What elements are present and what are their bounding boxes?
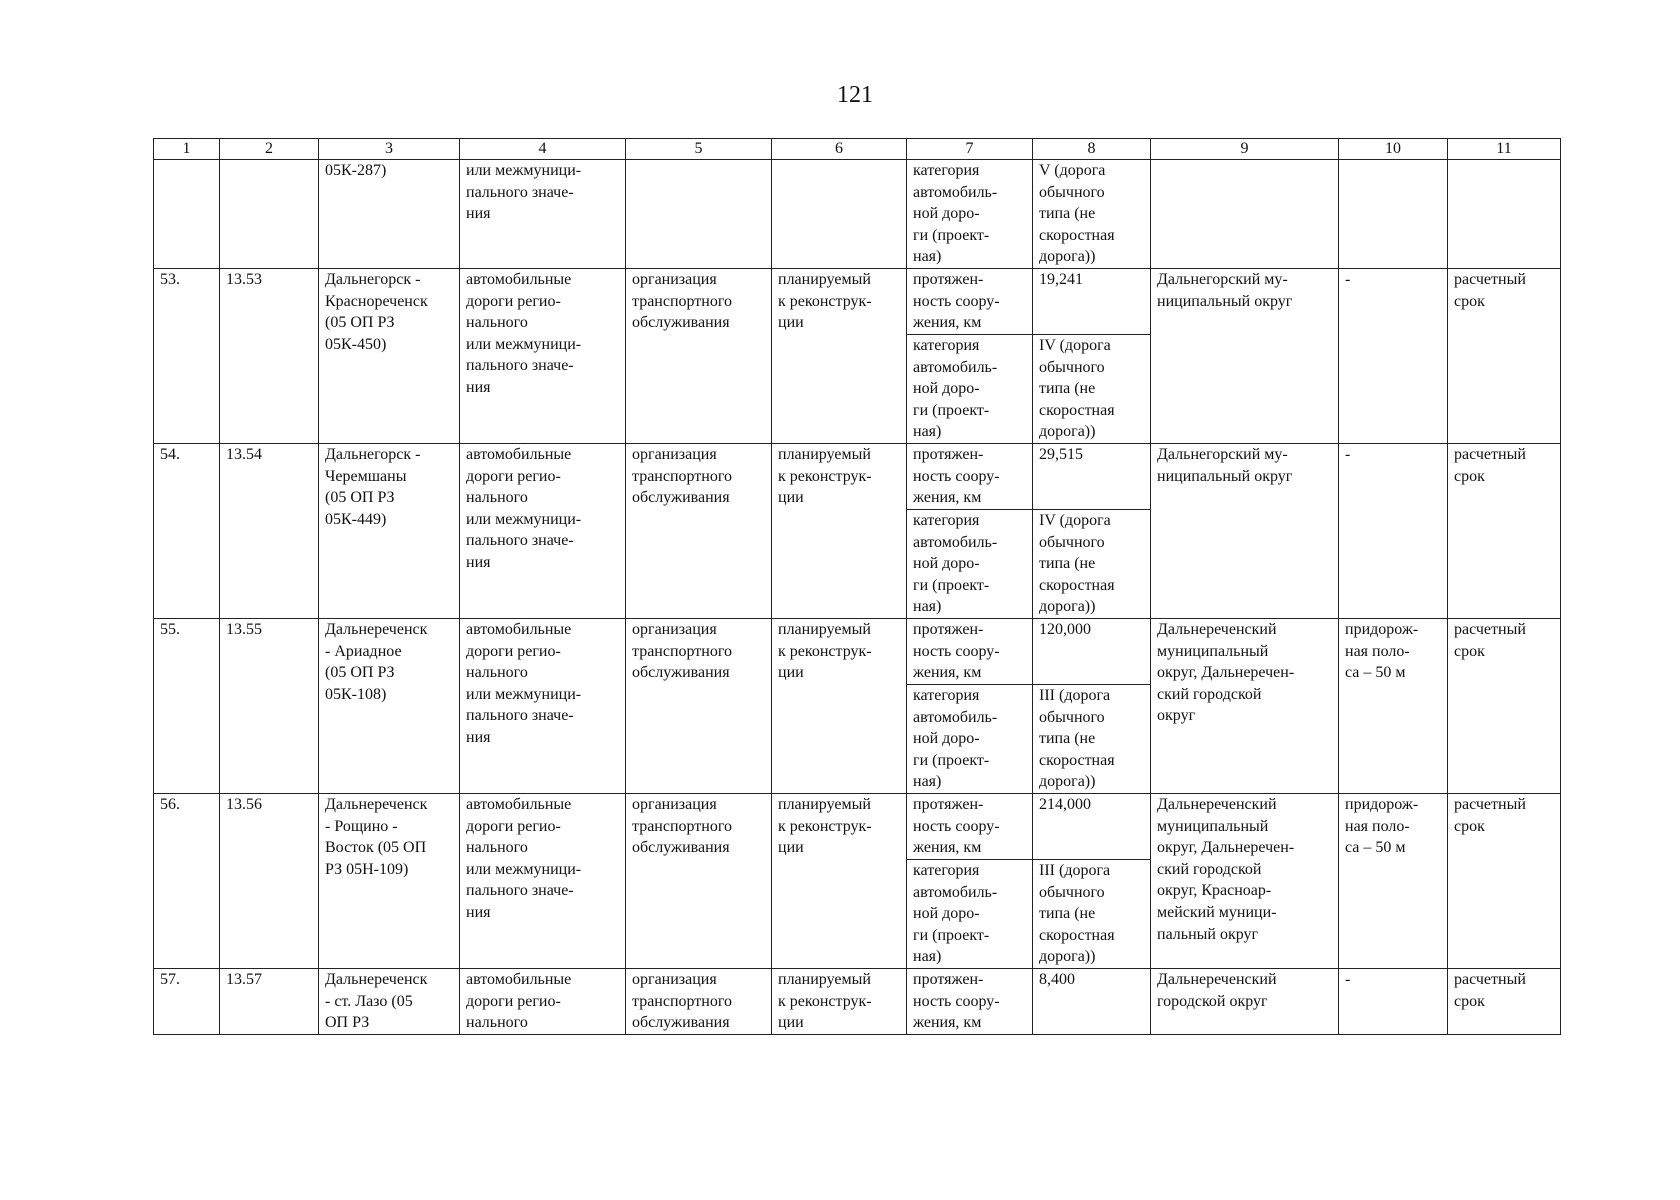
road-name-cell: Дальнегорск - Краснореченск (05 ОП РЗ 05К-450) [319,269,460,444]
category-label-cell: категория автомобиль- ной доро- ги (проект- ная) [907,685,1033,794]
purpose-cell: организация транспортного обслуживания [626,619,772,794]
location-cell: Дальнегорский му- ниципальный округ [1151,444,1339,619]
column-number: 9 [1151,139,1339,160]
length-label-cell: протяжен- ность соору- жения, км [907,269,1033,335]
term-cell: расчетный срок [1448,444,1561,619]
column-number: 3 [319,139,460,160]
roadside-zone-cell: - [1339,269,1448,444]
category-value-cell: IV (дорога обычного типа (не скоростная дорога)) [1033,510,1151,619]
roadside-zone-cell: придорож- ная поло- са – 50 м [1339,619,1448,794]
length-value-cell: 120,000 [1033,619,1151,685]
record-code-cell: 13.55 [220,619,319,794]
location-cell: Дальнереченский муниципальный округ, Дальнеречен- ский городской округ, Красноар- мейский муници- пальный округ [1151,794,1339,969]
table-row-partial [154,969,1561,1035]
row-number-cell: 56. [154,794,220,969]
road-name-cell: 05К-287) [319,160,460,269]
length-label-cell: протяжен- ность соору- жения, км [907,619,1033,685]
table-row [154,444,1561,510]
length-label-cell: протяжен- ность соору- жения, км [907,444,1033,510]
term-cell: расчетный срок [1448,969,1561,1035]
column-number: 10 [1339,139,1448,160]
road-name-cell: Дальнереченск - Рощино - Восток (05 ОП РЗ 05Н-109) [319,794,460,969]
column-number: 8 [1033,139,1151,160]
column-number: 5 [626,139,772,160]
road-name-cell: Дальнегорск - Черемшаны (05 ОП РЗ 05К-449) [319,444,460,619]
row-number-cell: 57. [154,969,220,1035]
category-value-cell: III (дорога обычного типа (не скоростная дорога)) [1033,860,1151,969]
column-number: 7 [907,139,1033,160]
row-number-cell: 54. [154,444,220,619]
status-cell: планируемый к реконструк- ции [772,269,907,444]
category-label-cell: категория автомобиль- ной доро- ги (проект- ная) [907,860,1033,969]
category-value-cell: III (дорога обычного типа (не скоростная дорога)) [1033,685,1151,794]
road-name-cell: Дальнереченск - ст. Лазо (05 ОП РЗ [319,969,460,1035]
purpose-cell: организация транспортного обслуживания [626,444,772,619]
roadside-zone-cell: - [1339,969,1448,1035]
roads-table [153,138,1561,1035]
row-number-cell: 53. [154,269,220,444]
column-number-row [154,139,1561,160]
roadside-zone-cell: придорож- ная поло- са – 50 м [1339,794,1448,969]
length-value-cell: 29,515 [1033,444,1151,510]
location-cell: Дальнереченский муниципальный округ, Дальнеречен- ский городской округ [1151,619,1339,794]
road-type-cell: автомобильные дороги регио- нального или межмуници- пального значе- ния [460,269,626,444]
column-number: 6 [772,139,907,160]
purpose-cell: организация транспортного обслуживания [626,969,772,1035]
status-cell: планируемый к реконструк- ции [772,619,907,794]
road-type-cell: или межмуници- пального значе- ния [460,160,626,269]
category-label-cell: категория автомобиль- ной доро- ги (проект- ная) [907,510,1033,619]
status-cell: планируемый к реконструк- ции [772,969,907,1035]
road-type-cell: автомобильные дороги регио- нального [460,969,626,1035]
table-row [154,619,1561,685]
location-cell: Дальнереченский городской округ [1151,969,1339,1035]
term-cell: расчетный срок [1448,269,1561,444]
page-number: 121 [837,82,873,108]
category-label-cell: категория автомобиль- ной доро- ги (проект- ная) [907,335,1033,444]
length-value-cell: 19,241 [1033,269,1151,335]
record-code-cell: 13.53 [220,269,319,444]
length-value-cell: 214,000 [1033,794,1151,860]
table-row-continuation [154,160,1561,269]
table-row [154,269,1561,335]
road-type-cell: автомобильные дороги регио- нального или межмуници- пального значе- ния [460,619,626,794]
column-number: 11 [1448,139,1561,160]
road-name-cell: Дальнереченск - Ариадное (05 ОП РЗ 05К-108) [319,619,460,794]
length-label-cell: протяжен- ность соору- жения, км [907,969,1033,1035]
table-row [154,794,1561,860]
record-code-cell: 13.56 [220,794,319,969]
record-code-cell: 13.57 [220,969,319,1035]
column-number: 1 [154,139,220,160]
road-type-cell: автомобильные дороги регио- нального или межмуници- пального значе- ния [460,794,626,969]
status-cell: планируемый к реконструк- ции [772,444,907,619]
param-label-cell: категория автомобиль- ной доро- ги (проект- ная) [907,160,1033,269]
category-value-cell: IV (дорога обычного типа (не скоростная дорога)) [1033,335,1151,444]
purpose-cell: организация транспортного обслуживания [626,269,772,444]
term-cell: расчетный срок [1448,619,1561,794]
status-cell: планируемый к реконструк- ции [772,794,907,969]
record-code-cell: 13.54 [220,444,319,619]
location-cell: Дальнегорский му- ниципальный округ [1151,269,1339,444]
road-type-cell: автомобильные дороги регио- нального или межмуници- пального значе- ния [460,444,626,619]
column-number: 4 [460,139,626,160]
length-label-cell: протяжен- ность соору- жения, км [907,794,1033,860]
row-number-cell: 55. [154,619,220,794]
term-cell: расчетный срок [1448,794,1561,969]
length-value-cell: 8,400 [1033,969,1151,1035]
purpose-cell: организация транспортного обслуживания [626,794,772,969]
column-number: 2 [220,139,319,160]
param-value-cell: V (дорога обычного типа (не скоростная дорога)) [1033,160,1151,269]
roadside-zone-cell: - [1339,444,1448,619]
